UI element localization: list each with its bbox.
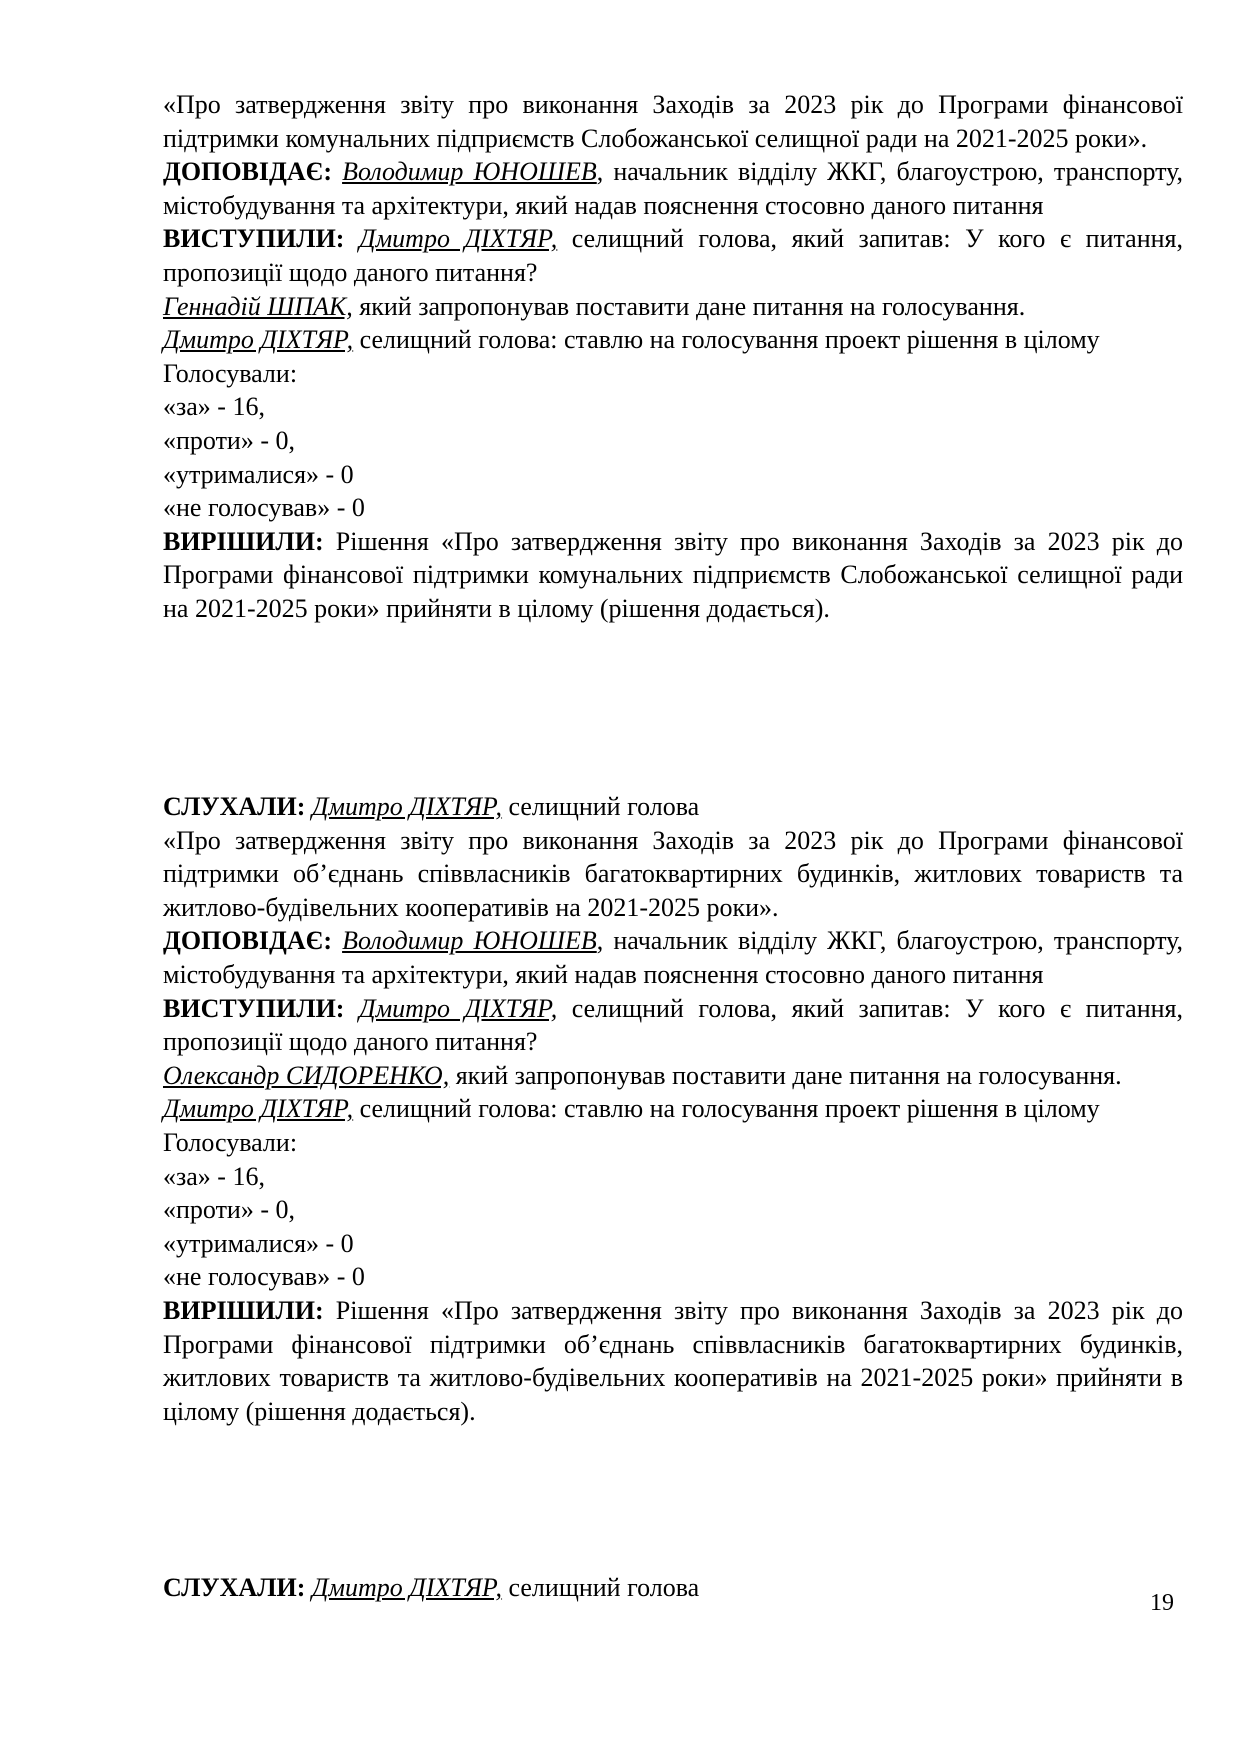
chair-name: Дмитро ДІХТЯР, (163, 325, 354, 355)
report-label: ДОПОВІДАЄ: (163, 926, 332, 956)
chair-text: селищний голова: ставлю на голосування проект рішення в цілому (353, 325, 1100, 355)
vote-against: «проти» - 0, (163, 425, 296, 455)
speaker-name: Дмитро ДІХТЯР, (359, 993, 558, 1023)
heard-name: Дмитро ДІХТЯР, (311, 792, 503, 821)
heard-text: селищний голова (502, 792, 700, 821)
vote-for: «за» - 16, (163, 392, 265, 422)
reporter-name: Володимир ЮНОШЕВ (342, 926, 597, 956)
agenda-item-2 (163, 790, 1183, 1428)
topic-paragraph: «Про затвердження звіту про виконання Заходів за 2023 рік до Програми фінансової підтримки об’єднань співвласників багатоквартирних будинків, житлових товариств та житлово-будівельних кооперативів на 2021-2025 роки». (163, 825, 1183, 922)
speaker-text: селищний голова, який запитав: У кого є питання, пропозиції щодо даного питання? (163, 993, 1184, 1057)
report-label: ДОПОВІДАЄ: (163, 157, 332, 187)
speak-label: ВИСТУПИЛИ: (163, 993, 345, 1023)
heard-text: селищний голова (502, 1573, 700, 1602)
speakers-paragraph (163, 992, 1183, 1059)
decided-label: ВИРІШИЛИ: (163, 1295, 324, 1325)
proposer-text: який запропонував поставити дане питання на голосування. (449, 1060, 1122, 1090)
chair-paragraph (163, 1092, 1183, 1126)
proposer-name: Олександр СИДОРЕНКО, (163, 1060, 450, 1090)
vote-for: «за» - 16, (163, 1161, 265, 1191)
heard-name: Дмитро ДІХТЯР, (311, 1573, 503, 1602)
vote-none: «не голосував» - 0 (163, 493, 365, 523)
decided-label: ВИРІШИЛИ: (163, 526, 324, 556)
heard-label: СЛУХАЛИ: (163, 792, 306, 821)
speakers-paragraph (163, 222, 1183, 289)
reporter-text: , начальник відділу ЖКГ, благоустрою, транспорту, містобудування та архітектури, який надав пояснення стосовно даного питання (163, 157, 1184, 220)
proposer-paragraph (163, 1059, 1183, 1093)
vote-abstain: «утрималися» - 0 (163, 459, 354, 489)
vote-heading: Голосували: (163, 358, 298, 388)
reporter-paragraph (163, 924, 1183, 991)
reporter-paragraph (163, 155, 1183, 222)
speaker-name: Дмитро ДІХТЯР, (359, 224, 558, 254)
agenda-item-1 (163, 88, 1183, 626)
page-number: 19 (1150, 1590, 1174, 1616)
vote-abstain: «утрималися» - 0 (163, 1228, 354, 1258)
heard-label: СЛУХАЛИ: (163, 1573, 306, 1602)
chair-name: Дмитро ДІХТЯР, (163, 1094, 354, 1124)
chair-paragraph (163, 323, 1183, 357)
topic-paragraph: «Про затвердження звіту про виконання Заходів за 2023 рік до Програми фінансової підтримки комунальних підприємств Слобожанської селищної ради на 2021-2025 роки». (163, 90, 1183, 153)
speaker-text: селищний голова, який запитав: У кого є питання, пропозиції щодо даного питання? (163, 224, 1184, 287)
chair-text: селищний голова: ставлю на голосування проект рішення в цілому (353, 1094, 1100, 1124)
decided-text: Рішення «Про затвердження звіту про виконання Заходів за 2023 рік до Програми фінансової підтримки комунальних підприємств Слобожанської селищної ради на 2021-2025 роки» прийняти в цілому (рішення додається). (163, 526, 1183, 623)
proposer-text: який запропонував поставити дане питання на голосування. (352, 291, 1026, 321)
agenda-item-3 (163, 1571, 1183, 1605)
proposer-paragraph (163, 290, 1183, 324)
vote-none: «не голосував» - 0 (163, 1262, 365, 1292)
reporter-text: , начальник відділу ЖКГ, благоустрою, транспорту, містобудування та архітектури, який надав пояснення стосовно даного питання (163, 926, 1184, 989)
decision-paragraph (163, 1294, 1183, 1428)
proposer-name: Геннадій ШПАК, (163, 291, 353, 321)
decision-paragraph (163, 525, 1183, 626)
reporter-name: Володимир ЮНОШЕВ (342, 157, 597, 187)
heard-paragraph (163, 790, 1183, 824)
vote-heading: Голосували: (163, 1127, 298, 1157)
vote-against: «проти» - 0, (163, 1195, 296, 1225)
decided-text: Рішення «Про затвердження звіту про виконання Заходів за 2023 рік до Програми фінансової підтримки об’єднань співвласників багатоквартирних будинків, житлових товариств та житлово-будівельних кооперативів на 2021-2025 роки» прийняти в цілому (рішення додається). (163, 1295, 1183, 1426)
heard-paragraph (163, 1571, 1183, 1605)
speak-label: ВИСТУПИЛИ: (163, 224, 345, 254)
